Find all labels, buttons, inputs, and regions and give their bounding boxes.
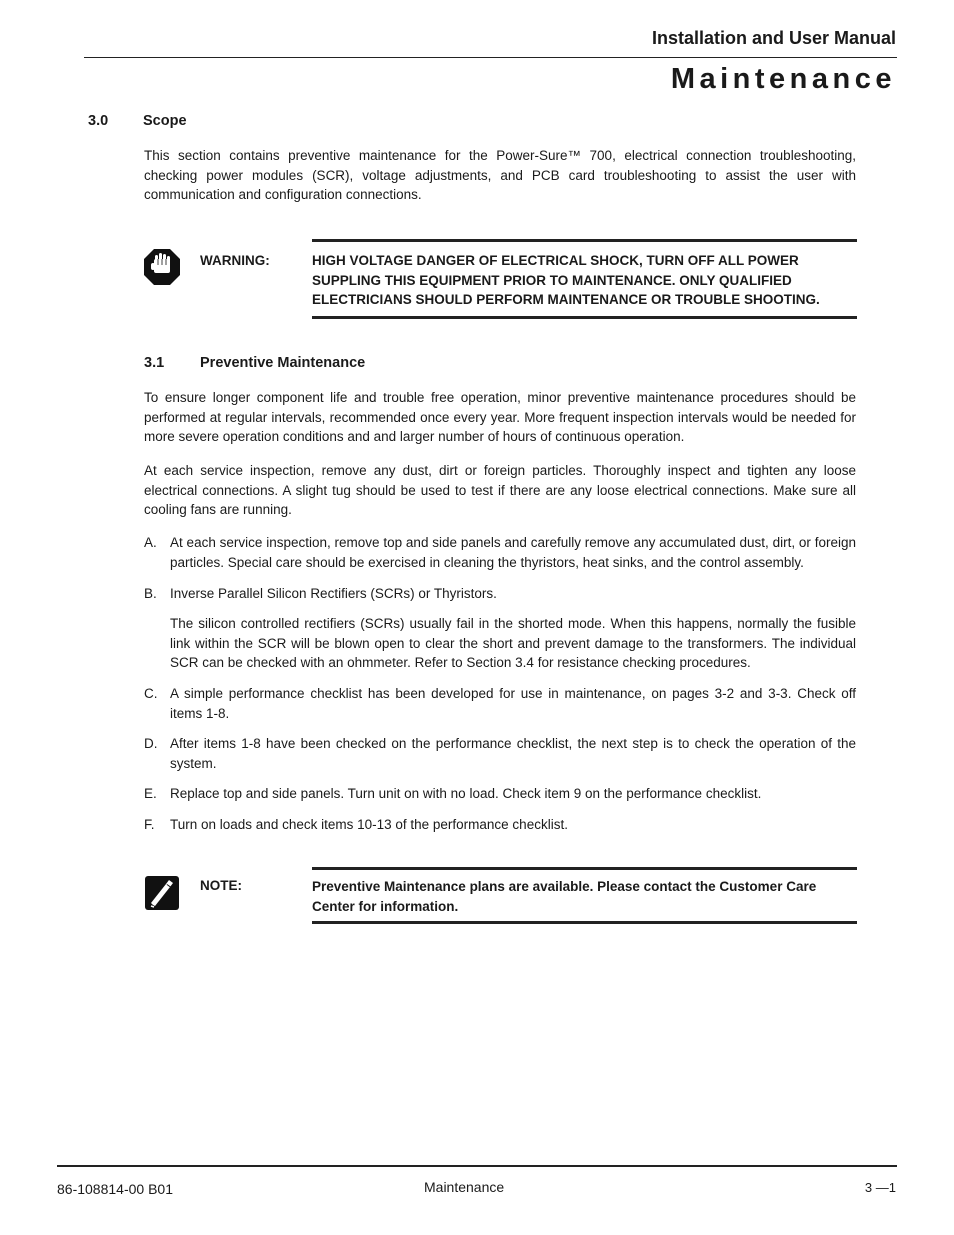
list-item-text: At each service inspection, remove top and side panels and carefully remove any accumulated dust, dirt, or foreign particles. Special care should be exercised in cleaning the thyristors, heat sinks, and the control assembly.: [170, 535, 856, 570]
warning-top-rule: [312, 239, 857, 242]
header-divider: [84, 57, 897, 58]
list-item-text: After items 1-8 have been checked on the performance checklist, the next step is to check the operation of the system.: [170, 736, 856, 771]
pencil-note-icon: [145, 876, 179, 915]
list-item-text: A simple performance checklist has been developed for use in maintenance, on pages 3-2 and 3-3. Check off items 1-8.: [170, 686, 856, 721]
footer-divider: [57, 1165, 897, 1167]
list-item-letter: D.: [144, 736, 158, 751]
list-item-letter: B.: [144, 586, 157, 601]
note-top-rule: [312, 867, 857, 870]
list-item-letter: F.: [144, 817, 155, 832]
warning-text: HIGH VOLTAGE DANGER OF ELECTRICAL SHOCK, TURN OFF ALL POWER SUPPLING THIS EQUIPMENT PRIOR TO MAINTENANCE. ONLY QUALIFIED ELECTRICIANS SHOULD PERFORM MAINTENANCE OR TROUBLE SHOOTING.: [312, 253, 820, 308]
section-heading: Maintenance: [670, 63, 896, 95]
warning-bottom-rule: [312, 316, 857, 319]
preventive-number: 3.1: [144, 355, 165, 371]
warning-label: WARNING:: [200, 253, 270, 268]
stop-hand-icon: [143, 248, 181, 291]
preventive-paragraph-1: To ensure longer component life and trouble free operation, minor preventive maintenance procedures should be performed at regular intervals, recommended once every year. More frequent inspection intervals would be needed for more severe operation conditions and and larger number of hours of continuous operation.: [144, 390, 856, 445]
footer-section: Maintenance: [424, 1179, 505, 1195]
list-item-letter: E.: [144, 786, 157, 801]
note-bottom-rule: [312, 921, 857, 924]
list-item-letter: C.: [144, 686, 158, 701]
footer-doc-number: 86-108814-00 B01: [57, 1181, 173, 1197]
list-item-letter: A.: [144, 535, 157, 550]
list-item-text: Turn on loads and check items 10-13 of the performance checklist.: [170, 817, 568, 832]
scope-title: Scope: [143, 113, 187, 129]
preventive-paragraph-2: At each service inspection, remove any dust, dirt or foreign particles. Thoroughly inspect and tighten any loose electrical connections. A slight tug should be used to test if there are any loose electrical connections. Make sure all cooling fans are running.: [144, 463, 856, 518]
scope-paragraph: This section contains preventive maintenance for the Power-Sure™ 700, electrical connection troubleshooting, checking power modules (SCR), voltage adjustments, and PCB card troubleshooting to assist the user with communication and configuration connections.: [144, 148, 856, 203]
footer-page-number: 3 —1: [864, 1180, 896, 1195]
list-item-text: Inverse Parallel Silicon Rectifiers (SCRs) or Thyristors.: [170, 586, 497, 601]
note-label: NOTE:: [200, 878, 242, 893]
manual-title: Installation and User Manual: [651, 28, 896, 48]
note-text: Preventive Maintenance plans are available. Please contact the Customer Care Center for information.: [312, 879, 817, 914]
list-item-subtext: The silicon controlled rectifiers (SCRs) usually fail in the shorted mode. When this happens, normally the fusible link within the SCR will be blown open to clear the short and prevent damage to the transformers. The individual SCR can be checked with an ohmmeter. Refer to Section 3.4 for resistance checking procedures.: [170, 616, 856, 671]
scope-number: 3.0: [88, 113, 109, 129]
preventive-title: Preventive Maintenance: [200, 355, 366, 371]
list-item-text: Replace top and side panels. Turn unit on with no load. Check item 9 on the performance checklist.: [170, 786, 762, 801]
